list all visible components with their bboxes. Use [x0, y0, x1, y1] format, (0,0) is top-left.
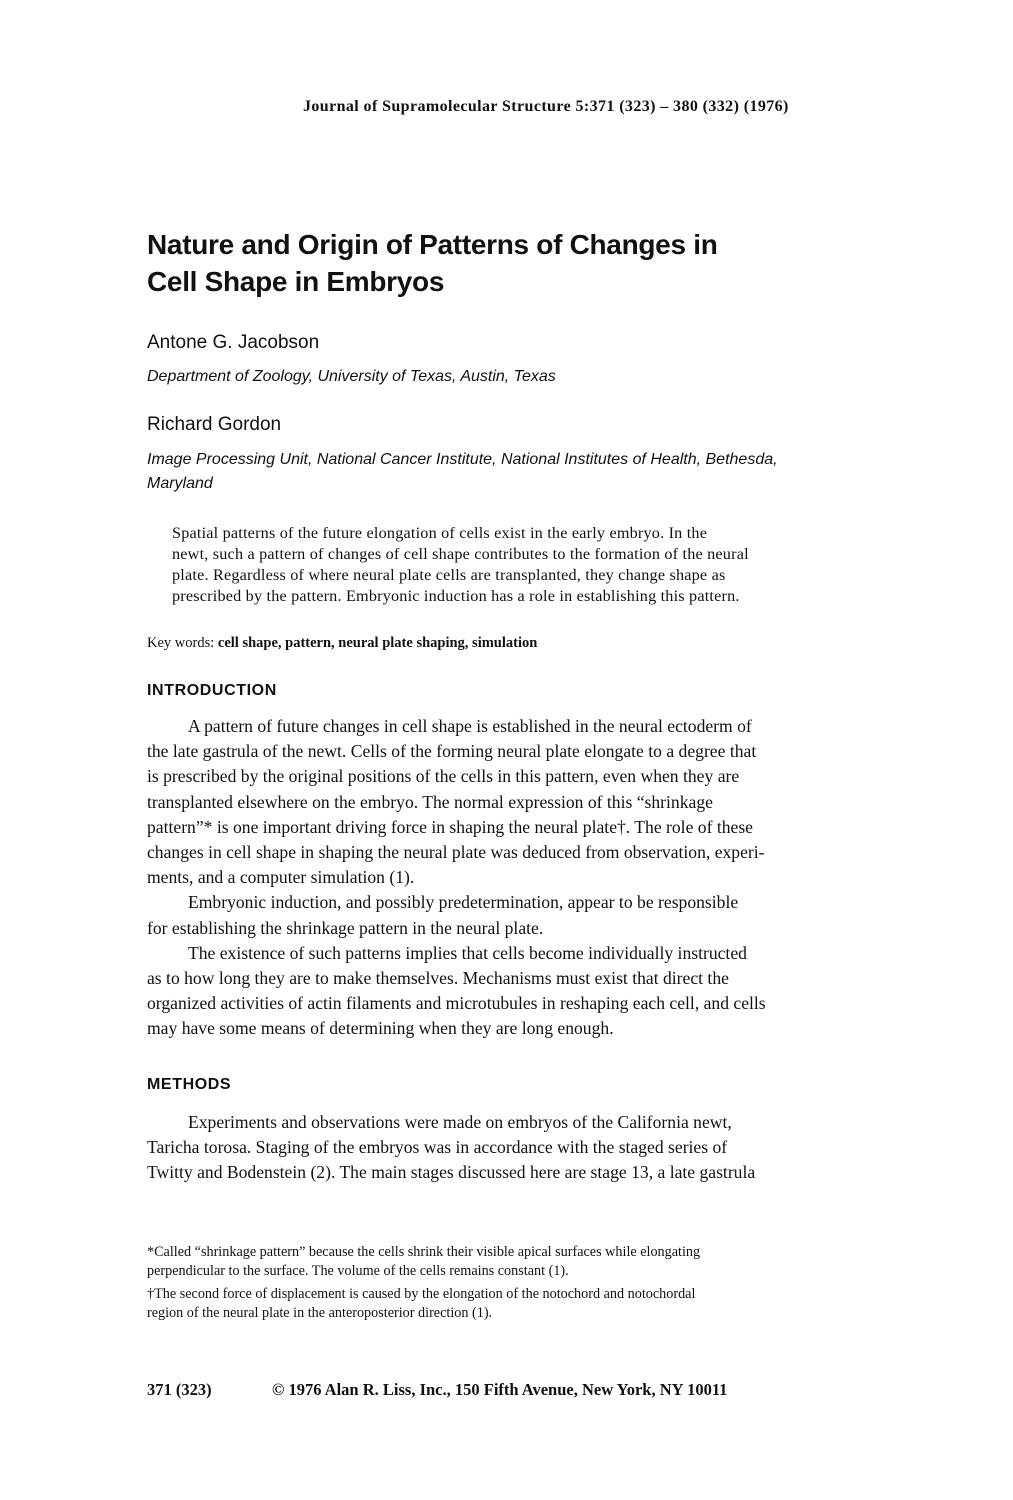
copyright-line: © 1976 Alan R. Liss, Inc., 150 Fifth Avenue, New York, NY 10011: [272, 1380, 728, 1399]
title-line: Cell Shape in Embryos: [147, 266, 445, 297]
footnote-line: *Called “shrinkage pattern” because the cells shrink their visible apical surfaces while elongating: [147, 1244, 701, 1260]
journal-header: Journal of Supramolecular Structure 5:371 (323) – 380 (332) (1976): [303, 98, 789, 115]
affiliation-line: Image Processing Unit, National Cancer Institute, National Institutes of Health, Bethesda,: [147, 451, 778, 468]
methods-body: [147, 1110, 887, 1186]
text-line: A pattern of future changes in cell shape is established in the neural ectoderm of: [188, 716, 752, 736]
text-line: Embryonic induction, and possibly predetermination, appear to be responsible: [188, 892, 739, 913]
introduction-body: [147, 714, 887, 1042]
footnotes: [147, 1243, 887, 1322]
keywords-label: Key words:: [147, 635, 215, 651]
text-line: ments, and a computer simulation (1).: [147, 867, 415, 888]
author-name: Antone G. Jacobson: [147, 332, 320, 353]
author-affiliation: [147, 448, 917, 496]
paragraph: [147, 941, 887, 1042]
text-line: as to how long they are to make themselves. Mechanisms must exist that direct the: [147, 968, 729, 989]
text-line: transplanted elsewhere on the embryo. The normal expression of this “shrinkage: [147, 791, 713, 812]
text-line: pattern”* is one important driving force in shaping the neural plate†. The role of these: [147, 816, 753, 837]
text-line: the late gastrula of the newt. Cells of the forming neural plate elongate to a degree that: [147, 741, 757, 762]
footnote: [147, 1243, 887, 1280]
footnote: [147, 1285, 887, 1322]
text-line: may have some means of determining when they are long enough.: [147, 1018, 614, 1039]
abstract-line: newt, such a pattern of changes of cell shape contributes to the formation of the neural: [172, 545, 749, 563]
page-number: 371 (323): [147, 1380, 212, 1399]
section-heading-introduction: INTRODUCTION: [147, 682, 277, 699]
paragraph: [147, 890, 887, 940]
author-affiliation: [147, 365, 917, 389]
section-heading-methods: METHODS: [147, 1076, 232, 1093]
text-line: organized activities of actin filaments and microtubules in reshaping each cell, and cells: [147, 993, 766, 1014]
affiliation-line: Department of Zoology, University of Texas, Austin, Texas: [147, 368, 556, 385]
text-line: is prescribed by the original positions of the cells in this pattern, even when they are: [147, 766, 740, 787]
keywords: [147, 635, 537, 652]
abstract-line: Spatial patterns of the future elongation of cells exist in the early embryo. In the: [172, 524, 708, 542]
keywords-terms: cell shape, pattern, neural plate shaping, simulation: [217, 635, 538, 651]
text-line: Twitty and Bodenstein (2). The main stages discussed here are stage 13, a late gastrula: [147, 1162, 756, 1183]
text-line: Experiments and observations were made on embryos of the California newt,: [188, 1112, 732, 1132]
text-line: The existence of such patterns implies that cells become individually instructed: [188, 942, 747, 963]
paragraph: [147, 1110, 887, 1186]
article-title: [147, 226, 907, 300]
affiliation-line: Maryland: [147, 475, 213, 492]
title-line: Nature and Origin of Patterns of Changes in: [147, 229, 718, 260]
paragraph: [147, 714, 887, 890]
abstract-line: prescribed by the pattern. Embryonic induction has a role in establishing this pattern.: [172, 587, 740, 605]
text-line: Taricha torosa. Staging of the embryos was in accordance with the staged series of: [147, 1137, 728, 1158]
abstract: [172, 523, 892, 607]
abstract-line: plate. Regardless of where neural plate cells are transplanted, they change shape as: [172, 566, 726, 584]
footnote-line: region of the neural plate in the anteroposterior direction (1).: [147, 1304, 493, 1321]
footnote-line: perpendicular to the surface. The volume of the cells remains constant (1).: [147, 1262, 569, 1279]
text-line: for establishing the shrinkage pattern in the neural plate.: [147, 917, 544, 938]
text-line: changes in cell shape in shaping the neural plate was deduced from observation, experi-: [147, 842, 765, 863]
footnote-line: †The second force of displacement is caused by the elongation of the notochord and notochordal: [147, 1286, 696, 1302]
author-name: Richard Gordon: [147, 414, 282, 435]
